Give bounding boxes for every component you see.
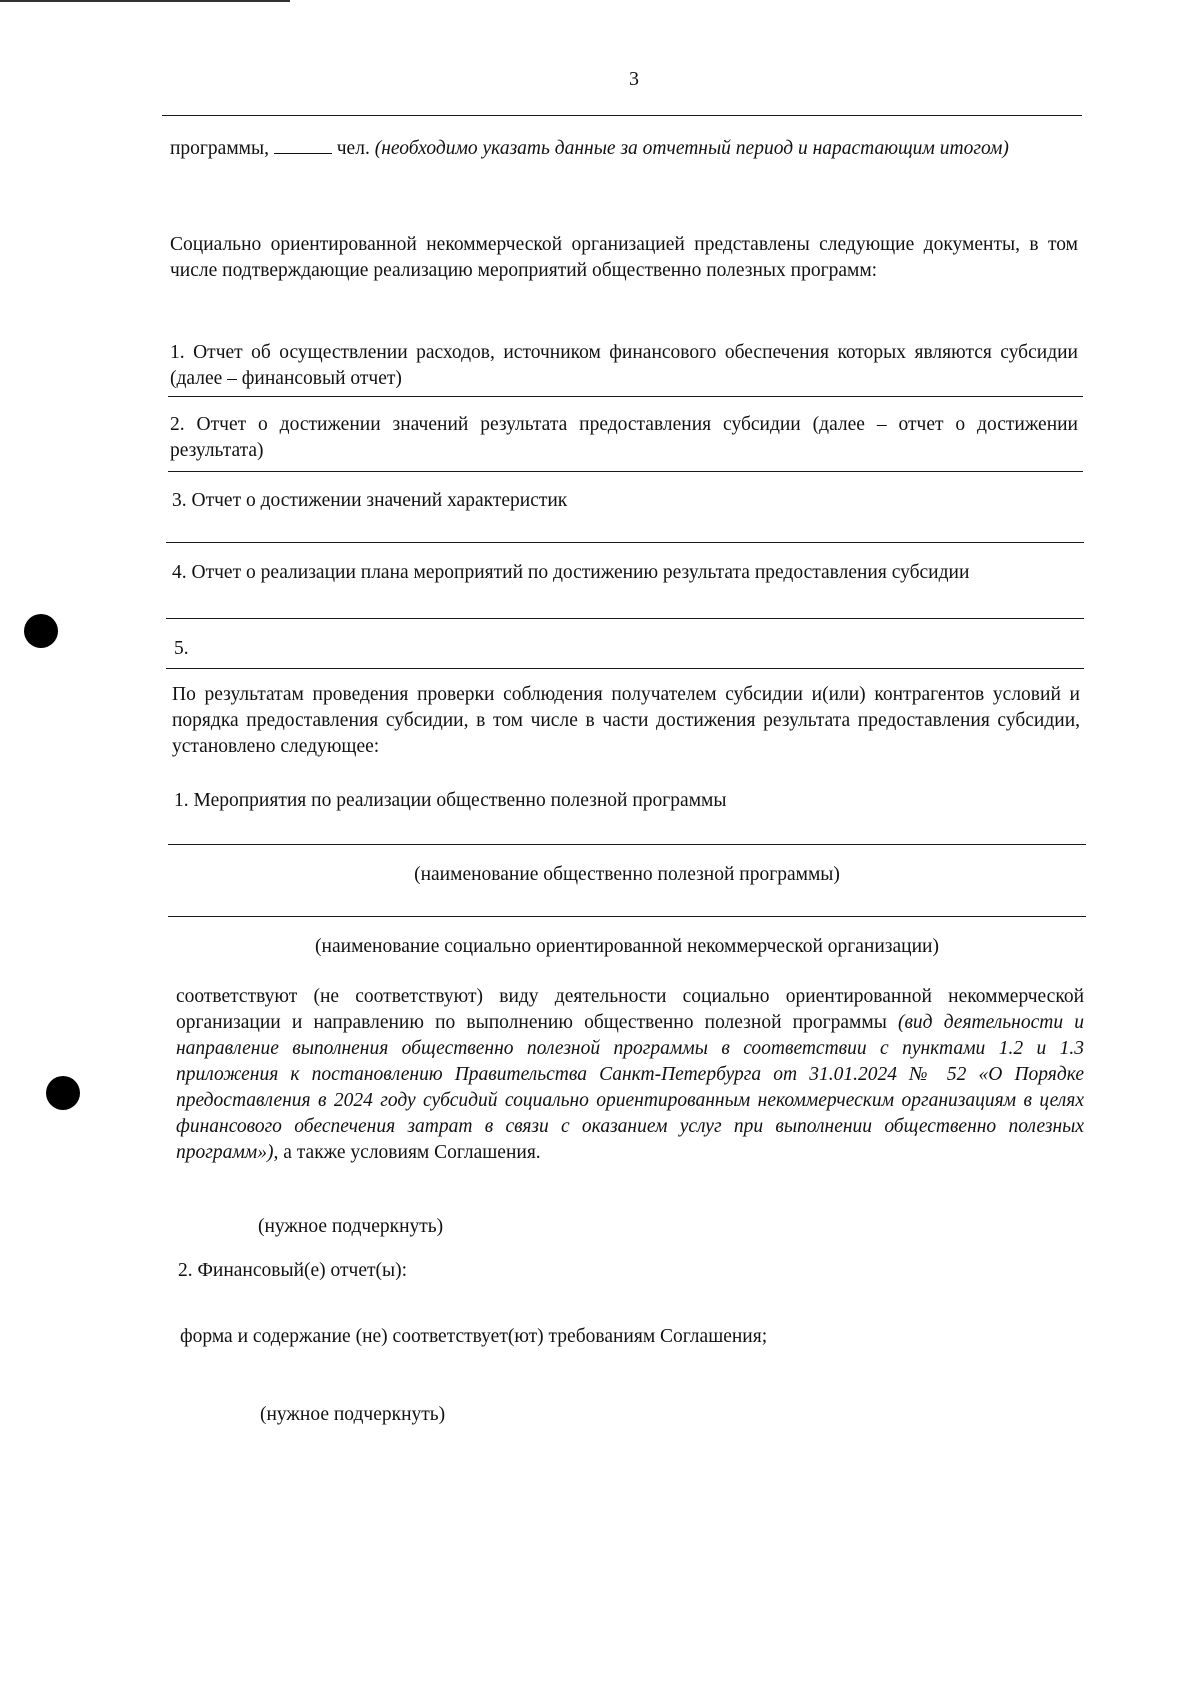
program-name-caption: (наименование общественно полезной программы) bbox=[414, 864, 840, 885]
organization-name-line[interactable] bbox=[168, 916, 1086, 917]
intro-lead: программы, bbox=[170, 138, 269, 159]
header-rule bbox=[162, 115, 1082, 116]
organization-name-caption: (наименование социально ориентированной некоммерческой организации) bbox=[315, 936, 939, 957]
intro-paragraph bbox=[170, 136, 1078, 162]
count-blank[interactable] bbox=[274, 137, 332, 154]
document-item-1: 1. Отчет об осуществлении расходов, источником финансового обеспечения которых являются субсидии (далее – финансовый отчет) bbox=[170, 342, 1078, 389]
check-intro: По результатам проведения проверки соблюдения получателем субсидии и(или) контрагентов условий и порядка предоставления субсидии, в том числе в части достижения результата предоставления субсидии, установлено следующее: bbox=[172, 684, 1080, 757]
section2-underline-note: (нужное подчеркнуть) bbox=[260, 1404, 446, 1425]
document-item-3: 3. Отчет о достижении значений характеристик bbox=[172, 490, 568, 511]
section1-body bbox=[176, 984, 1084, 1166]
page-number: 3 bbox=[629, 68, 639, 90]
section2-body: форма и содержание (не) соответствует(ют) требованиям Соглашения; bbox=[180, 1326, 768, 1347]
section1-body-italic: (вид деятельности и направление выполнения общественно полезной программы в соответствии с пунктами 1.2 и 1.3 приложения к постановлению Правительства Санкт-Петербурга от 31.01.2024 № 52 «О Порядке предоставления в 2024 году субсидий социально ориентированным некоммерческим организациям в целях финансового обеспечения затрат в связи с оказанием услуг при выполнении общественно полезных программ») bbox=[176, 1012, 1084, 1163]
punch-hole bbox=[24, 614, 58, 648]
punch-hole bbox=[46, 1076, 80, 1110]
document-item-2: 2. Отчет о достижении значений результата предоставления субсидии (далее – отчет о достижении результата) bbox=[170, 414, 1078, 461]
document-rule-3 bbox=[166, 542, 1084, 543]
document-rule-2 bbox=[168, 471, 1083, 472]
document-rule-1 bbox=[168, 396, 1083, 397]
program-name-line[interactable] bbox=[168, 844, 1086, 845]
documents-intro: Социально ориентированной некоммерческой организацией представлены следующие документы, в том числе подтверждающие реализацию мероприятий общественно полезных программ: bbox=[170, 234, 1078, 281]
intro-note: (необходимо указать данные за отчетный период и нарастающим итогом) bbox=[374, 138, 1009, 159]
section1-body-tail: , а также условиям Соглашения. bbox=[273, 1142, 541, 1163]
section2-title: 2. Финансовый(е) отчет(ы): bbox=[178, 1260, 408, 1281]
document-item-5: 5. bbox=[174, 638, 189, 659]
scan-edge-line bbox=[0, 0, 290, 2]
document-rule-5 bbox=[166, 668, 1084, 669]
document-rule-4 bbox=[166, 618, 1084, 619]
section1-body-plain: соответствуют (не соответствуют) виду деятельности социально ориентированной некоммерческой организации и направлению по выполнению общественно полезной программы bbox=[176, 986, 1084, 1033]
section1-underline-note: (нужное подчеркнуть) bbox=[258, 1216, 444, 1237]
section1-title: 1. Мероприятия по реализации общественно полезной программы bbox=[174, 790, 727, 811]
document-item-4: 4. Отчет о реализации плана мероприятий по достижению результата предоставления субсидии bbox=[172, 562, 970, 583]
intro-unit: чел. bbox=[336, 138, 370, 159]
